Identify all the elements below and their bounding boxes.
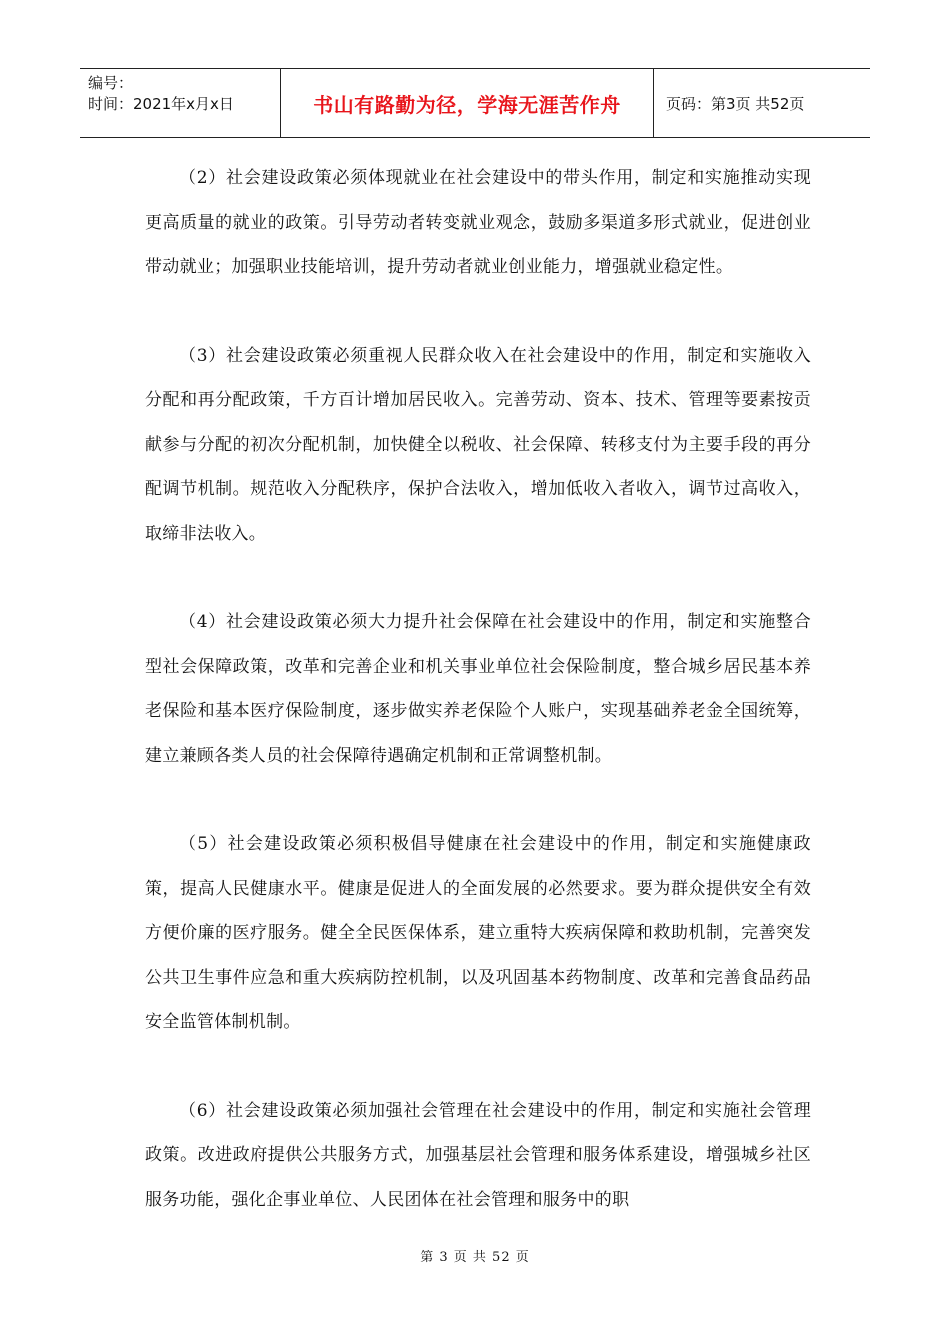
time-label: 时间：2021年x月x日 xyxy=(88,95,234,113)
page-footer: 第 3 页 共 52 页 xyxy=(420,1250,530,1265)
paragraph-2: （2）社会建设政策必须体现就业在社会建设中的带头作用，制定和实施推动实现更高质量的就业的政策。引导劳动者转变就业观念，鼓励多渠道多形式就业，促进创业带动就业；加强职业技能培训，提升劳动者就业创业能力，增强就业稳定性。 xyxy=(145,168,811,277)
header-page-info: 页码：第3页 共52页 xyxy=(666,94,805,113)
page-header xyxy=(80,68,870,138)
paragraph-5: （5）社会建设政策必须积极倡导健康在社会建设中的作用，制定和实施健康政策，提高人民健康水平。健康是促进人的全面发展的必然要求。要为群众提供安全有效方便价廉的医疗服务。健全全民医保体系，建立重特大疾病保障和救助机制，完善突发公共卫生事件应急和重大疾病防控机制，以及巩固基本药物制度、改革和完善食品药品安全监管体制机制。 xyxy=(145,834,811,1032)
document-body xyxy=(145,156,811,1266)
paragraph-6: （6）社会建设政策必须加强社会管理在社会建设中的作用，制定和实施社会管理政策。改进政府提供公共服务方式，加强基层社会管理和服务体系建设，增强城乡社区服务功能，强化企事业单位、人民团体在社会管理和服务中的职 xyxy=(145,1100,811,1210)
number-label: 编号： xyxy=(88,74,134,92)
header-motto: 书山有路勤为径，学海无涯苦作舟 xyxy=(281,69,654,137)
paragraph-3: （3）社会建设政策必须重视人民群众收入在社会建设中的作用，制定和实施收入分配和再分配政策，千方百计增加居民收入。完善劳动、资本、技术、管理等要素按贡献参与分配的初次分配机制，加快健全以税收、社会保障、转移支付为主要手段的再分配调节机制。规范收入分配秩序，保护合法收入，增加低收入者收入，调节过高收入，取缔非法收入。 xyxy=(145,345,811,544)
paragraph-4: （4）社会建设政策必须大力提升社会保障在社会建设中的作用，制定和实施整合型社会保障政策，改革和完善企业和机关事业单位社会保险制度，整合城乡居民基本养老保险和基本医疗保险制度，逐步做实养老保险个人账户，实现基础养老金全国统筹，建立兼顾各类人员的社会保障待遇确定机制和正常调整机制。 xyxy=(145,612,811,766)
header-meta xyxy=(80,69,281,137)
